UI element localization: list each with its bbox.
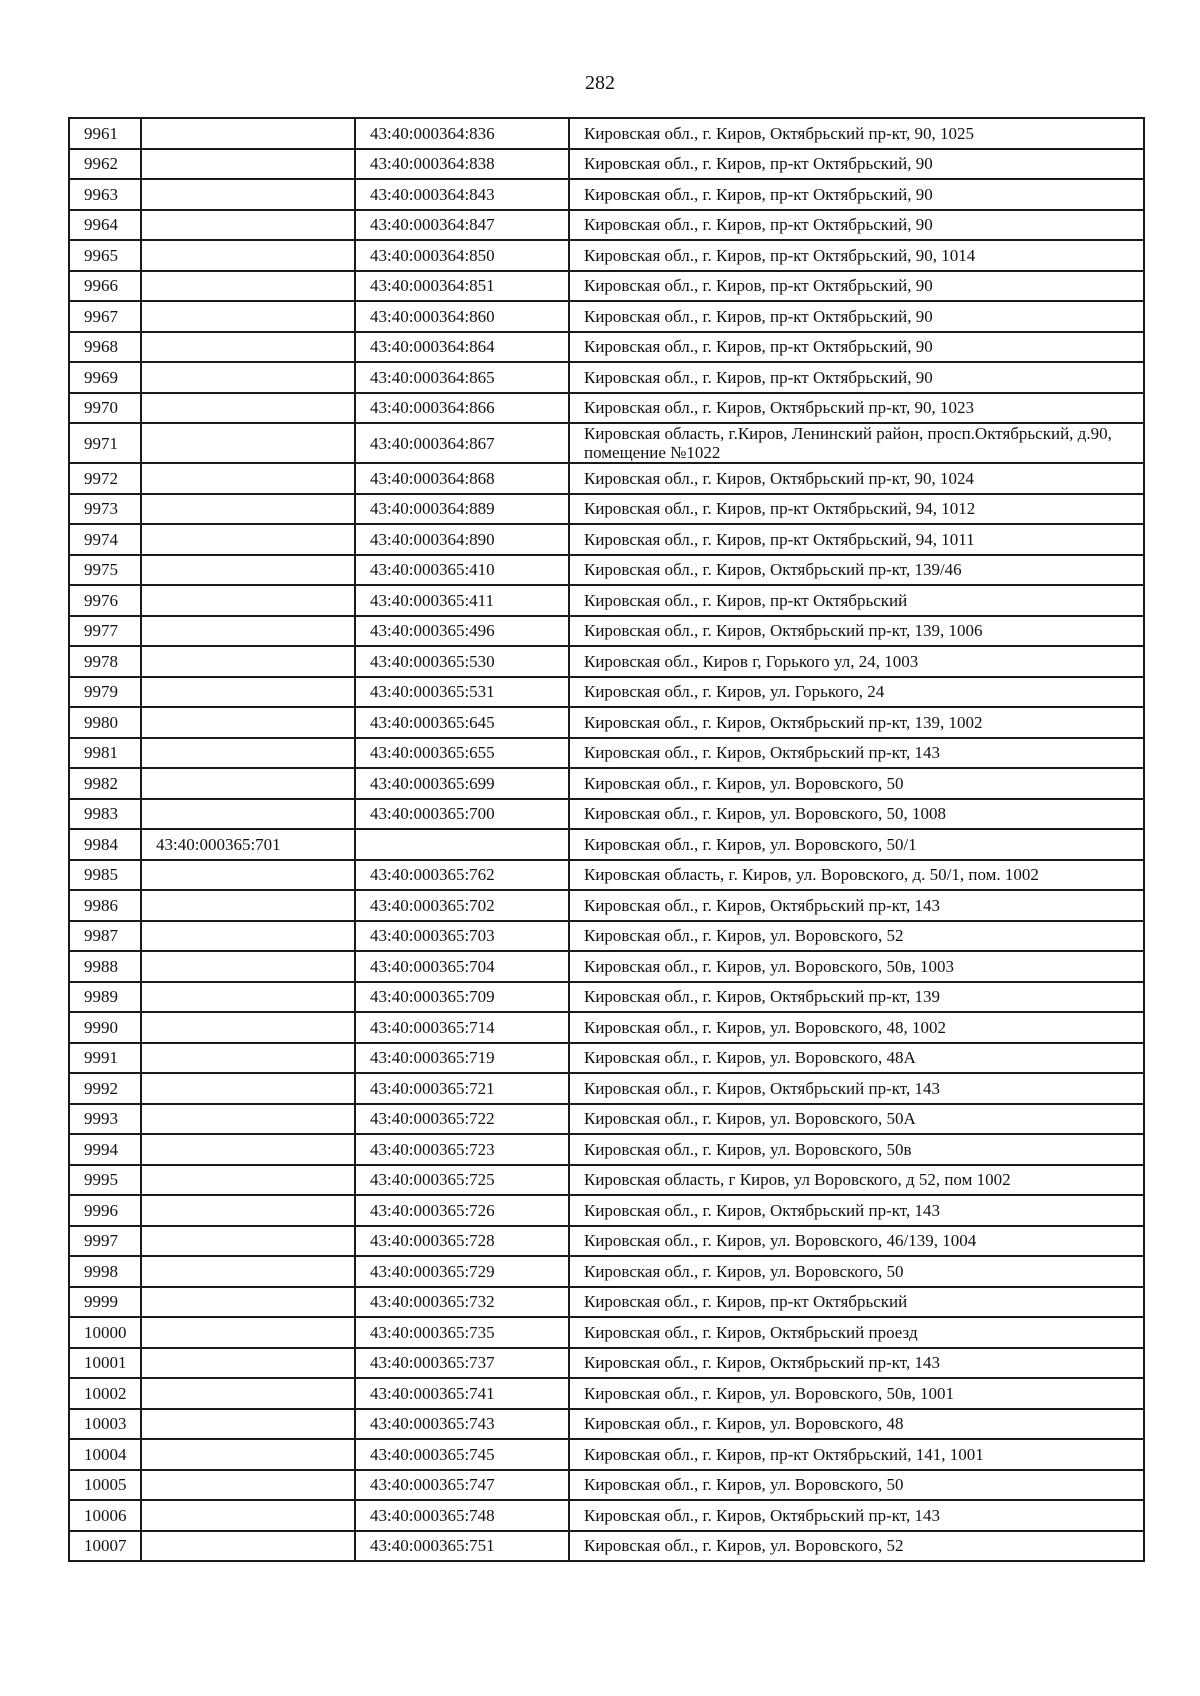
table-row	[69, 1073, 1144, 1104]
row-number-cell: 9982	[69, 768, 141, 799]
cadastral-number-cell: 43:40:000365:714	[355, 1012, 569, 1043]
address-cell: Кировская обл., г. Киров, Октябрьский пр-кт, 143	[569, 738, 1144, 769]
table-row	[69, 585, 1144, 616]
cadastral-number-cell: 43:40:000365:702	[355, 890, 569, 921]
table-row	[69, 301, 1144, 332]
address-cell: Кировская обл., г. Киров, Октябрьский пр-кт, 143	[569, 1500, 1144, 1531]
row-number-cell: 9987	[69, 921, 141, 952]
second-column-cell	[141, 463, 355, 494]
second-column-cell	[141, 332, 355, 363]
table-row	[69, 1165, 1144, 1196]
address-cell: Кировская обл., г. Киров, Октябрьский пр-кт, 139, 1002	[569, 707, 1144, 738]
address-cell: Кировская обл., г. Киров, Октябрьский проезд	[569, 1317, 1144, 1348]
table-row	[69, 1256, 1144, 1287]
second-column-cell	[141, 1195, 355, 1226]
second-column-cell	[141, 677, 355, 708]
address-cell: Кировская обл., г. Киров, ул. Воровского, 50в	[569, 1134, 1144, 1165]
address-cell: Кировская обл., г. Киров, ул. Воровского, 48	[569, 1409, 1144, 1440]
cadastral-number-cell: 43:40:000364:851	[355, 271, 569, 302]
cadastral-number-cell: 43:40:000365:743	[355, 1409, 569, 1440]
address-cell: Кировская обл., г. Киров, ул. Воровского, 50/1	[569, 829, 1144, 860]
row-number-cell: 9965	[69, 240, 141, 271]
row-number-cell: 9991	[69, 1043, 141, 1074]
address-cell: Кировская обл., г. Киров, ул. Воровского, 48, 1002	[569, 1012, 1144, 1043]
second-column-cell	[141, 1104, 355, 1135]
table-row	[69, 768, 1144, 799]
second-column-cell	[141, 982, 355, 1013]
row-number-cell: 9981	[69, 738, 141, 769]
table-row	[69, 332, 1144, 363]
address-cell: Кировская обл., Киров г, Горького ул, 24, 1003	[569, 646, 1144, 677]
cadastral-number-cell: 43:40:000365:726	[355, 1195, 569, 1226]
address-cell: Кировская обл., г. Киров, ул. Воровского, 50	[569, 1470, 1144, 1501]
table-row	[69, 829, 1144, 860]
cadastral-number-cell: 43:40:000365:530	[355, 646, 569, 677]
row-number-cell: 9989	[69, 982, 141, 1013]
cadastral-number-cell: 43:40:000365:725	[355, 1165, 569, 1196]
cadastral-number-cell: 43:40:000365:411	[355, 585, 569, 616]
second-column-cell	[141, 921, 355, 952]
address-cell: Кировская обл., г. Киров, Октябрьский пр-кт, 143	[569, 890, 1144, 921]
row-number-cell: 9961	[69, 118, 141, 149]
row-number-cell: 9997	[69, 1226, 141, 1257]
row-number-cell: 9990	[69, 1012, 141, 1043]
row-number-cell: 9970	[69, 393, 141, 424]
cadastral-number-cell: 43:40:000365:709	[355, 982, 569, 1013]
second-column-cell	[141, 118, 355, 149]
second-column-cell	[141, 1378, 355, 1409]
second-column-cell	[141, 799, 355, 830]
address-cell: Кировская обл., г. Киров, пр-кт Октябрьский, 90	[569, 301, 1144, 332]
row-number-cell: 9966	[69, 271, 141, 302]
address-cell: Кировская обл., г. Киров, Октябрьский пр-кт, 143	[569, 1073, 1144, 1104]
address-cell: Кировская обл., г. Киров, Октябрьский пр-кт, 90, 1023	[569, 393, 1144, 424]
row-number-cell: 10006	[69, 1500, 141, 1531]
second-column-cell: 43:40:000365:701	[141, 829, 355, 860]
table-row	[69, 393, 1144, 424]
cadastral-number-cell: 43:40:000365:747	[355, 1470, 569, 1501]
address-cell: Кировская обл., г. Киров, пр-кт Октябрьский, 90	[569, 210, 1144, 241]
address-cell: Кировская обл., г. Киров, Октябрьский пр-кт, 143	[569, 1195, 1144, 1226]
table-row	[69, 982, 1144, 1013]
address-cell: Кировская обл., г. Киров, ул. Воровского, 50в, 1001	[569, 1378, 1144, 1409]
second-column-cell	[141, 616, 355, 647]
row-number-cell: 9978	[69, 646, 141, 677]
cadastral-number-cell: 43:40:000365:700	[355, 799, 569, 830]
row-number-cell: 10000	[69, 1317, 141, 1348]
row-number-cell: 9993	[69, 1104, 141, 1135]
second-column-cell	[141, 768, 355, 799]
table-row	[69, 463, 1144, 494]
table-row	[69, 1287, 1144, 1318]
cadastral-number-cell: 43:40:000365:748	[355, 1500, 569, 1531]
second-column-cell	[141, 301, 355, 332]
address-cell: Кировская обл., г. Киров, Октябрьский пр-кт, 139, 1006	[569, 616, 1144, 647]
address-cell: Кировская обл., г. Киров, ул. Воровского, 50, 1008	[569, 799, 1144, 830]
address-cell: Кировская обл., г. Киров, ул. Воровского, 50А	[569, 1104, 1144, 1135]
table-row	[69, 890, 1144, 921]
registry-table-body	[69, 118, 1144, 1561]
second-column-cell	[141, 1012, 355, 1043]
second-column-cell	[141, 1226, 355, 1257]
cadastral-number-cell: 43:40:000365:762	[355, 860, 569, 891]
address-cell: Кировская обл., г. Киров, пр-кт Октябрьский, 90	[569, 271, 1144, 302]
second-column-cell	[141, 646, 355, 677]
address-cell: Кировская обл., г. Киров, пр-кт Октябрьский, 94, 1011	[569, 524, 1144, 555]
cadastral-number-cell: 43:40:000364:843	[355, 179, 569, 210]
second-column-cell	[141, 362, 355, 393]
table-row	[69, 860, 1144, 891]
cadastral-number-cell: 43:40:000364:864	[355, 332, 569, 363]
page-number: 282	[585, 72, 615, 94]
table-row	[69, 555, 1144, 586]
second-column-cell	[141, 1134, 355, 1165]
cadastral-number-cell: 43:40:000365:496	[355, 616, 569, 647]
row-number-cell: 9977	[69, 616, 141, 647]
cadastral-number-cell: 43:40:000365:729	[355, 1256, 569, 1287]
row-number-cell: 9986	[69, 890, 141, 921]
row-number-cell: 9980	[69, 707, 141, 738]
address-cell: Кировская обл., г. Киров, ул. Воровского, 50в, 1003	[569, 951, 1144, 982]
cadastral-number-cell: 43:40:000365:645	[355, 707, 569, 738]
second-column-cell	[141, 890, 355, 921]
second-column-cell	[141, 1287, 355, 1318]
second-column-cell	[141, 1531, 355, 1562]
row-number-cell: 9983	[69, 799, 141, 830]
cadastral-number-cell: 43:40:000365:531	[355, 677, 569, 708]
second-column-cell	[141, 494, 355, 525]
cadastral-number-cell: 43:40:000364:890	[355, 524, 569, 555]
row-number-cell: 9976	[69, 585, 141, 616]
address-cell: Кировская обл., г. Киров, ул. Воровского, 52	[569, 921, 1144, 952]
table-row	[69, 1470, 1144, 1501]
second-column-cell	[141, 240, 355, 271]
table-row	[69, 362, 1144, 393]
table-row	[69, 149, 1144, 180]
table-row	[69, 677, 1144, 708]
address-cell: Кировская обл., г. Киров, ул. Воровского, 50	[569, 1256, 1144, 1287]
second-column-cell	[141, 210, 355, 241]
second-column-cell	[141, 1439, 355, 1470]
address-cell: Кировская обл., г. Киров, пр-кт Октябрьский, 90	[569, 149, 1144, 180]
address-cell: Кировская обл., г. Киров, пр-кт Октябрьский, 90	[569, 362, 1144, 393]
cadastral-number-cell: 43:40:000365:751	[355, 1531, 569, 1562]
cadastral-number-cell: 43:40:000364:866	[355, 393, 569, 424]
cadastral-number-cell: 43:40:000364:850	[355, 240, 569, 271]
table-row	[69, 524, 1144, 555]
address-cell: Кировская обл., г. Киров, Октябрьский пр-кт, 143	[569, 1348, 1144, 1379]
address-cell: Кировская область, г Киров, ул Воровского, д 52, пом 1002	[569, 1165, 1144, 1196]
row-number-cell: 9984	[69, 829, 141, 860]
table-row	[69, 179, 1144, 210]
address-cell: Кировская область, г.Киров, Ленинский район, просп.Октябрьский, д.90, помещение №1022	[569, 423, 1144, 463]
table-row	[69, 1134, 1144, 1165]
row-number-cell: 9985	[69, 860, 141, 891]
second-column-cell	[141, 1043, 355, 1074]
row-number-cell: 9973	[69, 494, 141, 525]
row-number-cell: 9963	[69, 179, 141, 210]
cadastral-number-cell: 43:40:000365:699	[355, 768, 569, 799]
cadastral-number-cell: 43:40:000365:704	[355, 951, 569, 982]
address-cell: Кировская обл., г. Киров, Октябрьский пр-кт, 139	[569, 982, 1144, 1013]
address-cell: Кировская обл., г. Киров, ул. Воровского, 48А	[569, 1043, 1144, 1074]
table-row	[69, 1104, 1144, 1135]
table-row	[69, 1195, 1144, 1226]
row-number-cell: 9998	[69, 1256, 141, 1287]
address-cell: Кировская обл., г. Киров, пр-кт Октябрьский, 90, 1014	[569, 240, 1144, 271]
row-number-cell: 9975	[69, 555, 141, 586]
table-row	[69, 799, 1144, 830]
second-column-cell	[141, 1165, 355, 1196]
second-column-cell	[141, 1409, 355, 1440]
table-row	[69, 616, 1144, 647]
address-cell: Кировская обл., г. Киров, ул. Воровского, 52	[569, 1531, 1144, 1562]
table-row	[69, 1500, 1144, 1531]
table-row	[69, 1226, 1144, 1257]
table-row	[69, 1012, 1144, 1043]
cadastral-number-cell: 43:40:000364:867	[355, 423, 569, 463]
address-cell: Кировская обл., г. Киров, пр-кт Октябрьский, 141, 1001	[569, 1439, 1144, 1470]
table-row	[69, 118, 1144, 149]
row-number-cell: 10003	[69, 1409, 141, 1440]
row-number-cell: 10007	[69, 1531, 141, 1562]
second-column-cell	[141, 860, 355, 891]
address-cell: Кировская обл., г. Киров, пр-кт Октябрьский	[569, 1287, 1144, 1318]
table-row	[69, 951, 1144, 982]
second-column-cell	[141, 555, 355, 586]
second-column-cell	[141, 738, 355, 769]
cadastral-number-cell: 43:40:000365:737	[355, 1348, 569, 1379]
cadastral-number-cell: 43:40:000365:741	[355, 1378, 569, 1409]
second-column-cell	[141, 1348, 355, 1379]
cadastral-number-cell: 43:40:000364:868	[355, 463, 569, 494]
cadastral-number-cell: 43:40:000365:735	[355, 1317, 569, 1348]
row-number-cell: 9969	[69, 362, 141, 393]
second-column-cell	[141, 1500, 355, 1531]
second-column-cell	[141, 1256, 355, 1287]
cadastral-number-cell	[355, 829, 569, 860]
row-number-cell: 9992	[69, 1073, 141, 1104]
cadastral-number-cell: 43:40:000364:860	[355, 301, 569, 332]
row-number-cell: 9995	[69, 1165, 141, 1196]
address-cell: Кировская область, г. Киров, ул. Воровского, д. 50/1, пом. 1002	[569, 860, 1144, 891]
table-row	[69, 1043, 1144, 1074]
row-number-cell: 9996	[69, 1195, 141, 1226]
second-column-cell	[141, 423, 355, 463]
table-row	[69, 240, 1144, 271]
table-row	[69, 738, 1144, 769]
table-row	[69, 1409, 1144, 1440]
cadastral-number-cell: 43:40:000365:719	[355, 1043, 569, 1074]
row-number-cell: 9972	[69, 463, 141, 494]
row-number-cell: 9964	[69, 210, 141, 241]
table-row	[69, 1317, 1144, 1348]
cadastral-number-cell: 43:40:000364:838	[355, 149, 569, 180]
address-cell: Кировская обл., г. Киров, Октябрьский пр-кт, 139/46	[569, 555, 1144, 586]
address-cell: Кировская обл., г. Киров, пр-кт Октябрьский	[569, 585, 1144, 616]
table-row	[69, 423, 1144, 463]
row-number-cell: 9999	[69, 1287, 141, 1318]
table-row	[69, 707, 1144, 738]
table-row	[69, 271, 1144, 302]
cadastral-number-cell: 43:40:000364:847	[355, 210, 569, 241]
row-number-cell: 9988	[69, 951, 141, 982]
cadastral-number-cell: 43:40:000365:410	[355, 555, 569, 586]
address-cell: Кировская обл., г. Киров, Октябрьский пр-кт, 90, 1024	[569, 463, 1144, 494]
address-cell: Кировская обл., г. Киров, пр-кт Октябрьский, 94, 1012	[569, 494, 1144, 525]
address-cell: Кировская обл., г. Киров, ул. Горького, 24	[569, 677, 1144, 708]
second-column-cell	[141, 585, 355, 616]
row-number-cell: 9971	[69, 423, 141, 463]
row-number-cell: 9967	[69, 301, 141, 332]
cadastral-number-cell: 43:40:000365:732	[355, 1287, 569, 1318]
address-cell: Кировская обл., г. Киров, ул. Воровского, 46/139, 1004	[569, 1226, 1144, 1257]
row-number-cell: 9968	[69, 332, 141, 363]
cadastral-number-cell: 43:40:000365:722	[355, 1104, 569, 1135]
cadastral-number-cell: 43:40:000365:745	[355, 1439, 569, 1470]
address-cell: Кировская обл., г. Киров, Октябрьский пр-кт, 90, 1025	[569, 118, 1144, 149]
table-row	[69, 494, 1144, 525]
row-number-cell: 9962	[69, 149, 141, 180]
second-column-cell	[141, 179, 355, 210]
second-column-cell	[141, 951, 355, 982]
cadastral-number-cell: 43:40:000365:703	[355, 921, 569, 952]
table-row	[69, 921, 1144, 952]
second-column-cell	[141, 524, 355, 555]
cadastral-number-cell: 43:40:000364:889	[355, 494, 569, 525]
row-number-cell: 10004	[69, 1439, 141, 1470]
row-number-cell: 10002	[69, 1378, 141, 1409]
table-row	[69, 210, 1144, 241]
cadastral-number-cell: 43:40:000364:865	[355, 362, 569, 393]
cadastral-number-cell: 43:40:000365:728	[355, 1226, 569, 1257]
table-row	[69, 646, 1144, 677]
second-column-cell	[141, 707, 355, 738]
address-cell: Кировская обл., г. Киров, ул. Воровского, 50	[569, 768, 1144, 799]
table-row	[69, 1439, 1144, 1470]
row-number-cell: 10005	[69, 1470, 141, 1501]
row-number-cell: 9974	[69, 524, 141, 555]
second-column-cell	[141, 1073, 355, 1104]
cadastral-number-cell: 43:40:000364:836	[355, 118, 569, 149]
second-column-cell	[141, 149, 355, 180]
address-cell: Кировская обл., г. Киров, пр-кт Октябрьский, 90	[569, 332, 1144, 363]
second-column-cell	[141, 1470, 355, 1501]
second-column-cell	[141, 1317, 355, 1348]
cadastral-number-cell: 43:40:000365:723	[355, 1134, 569, 1165]
row-number-cell: 9994	[69, 1134, 141, 1165]
cadastral-number-cell: 43:40:000365:721	[355, 1073, 569, 1104]
registry-table	[68, 117, 1145, 1562]
table-row	[69, 1531, 1144, 1562]
second-column-cell	[141, 271, 355, 302]
row-number-cell: 9979	[69, 677, 141, 708]
address-cell: Кировская обл., г. Киров, пр-кт Октябрьский, 90	[569, 179, 1144, 210]
table-row	[69, 1378, 1144, 1409]
cadastral-number-cell: 43:40:000365:655	[355, 738, 569, 769]
row-number-cell: 10001	[69, 1348, 141, 1379]
second-column-cell	[141, 393, 355, 424]
table-row	[69, 1348, 1144, 1379]
